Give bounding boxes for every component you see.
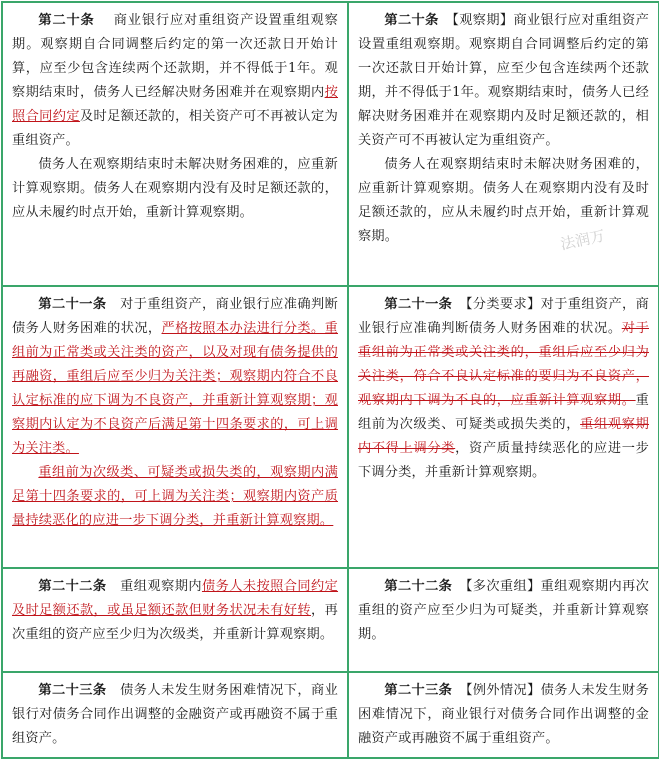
- revised-version-cell: [2, 2, 348, 286]
- article-paragraph: [12, 153, 338, 225]
- article-text: ，资产质量持续恶化的应进一步下调分类，并重新计算观察期。: [358, 441, 649, 480]
- deleted-text: 重组观察期内不得上调分类: [358, 417, 650, 456]
- draft-version-cell: [348, 672, 659, 758]
- revised-version-cell: [2, 286, 348, 568]
- article-paragraph: [12, 575, 338, 647]
- article-text: 【观察期】商业银行应对重组资产设置重组观察期。观察期自合同调整后约定的第一次还款日开始计算，应至少包含连续两个还款期，并不得低于1年。观察期结束时，债务人已经解决财务困难并在观察期内及时足额还款的，相关资产可不再被认定为重组资产。: [358, 13, 649, 148]
- inserted-text: 按照合同约定: [12, 85, 338, 124]
- article-text: 【例外情况】债务人未发生财务困难情况下，商业银行对债务合同作出调整的金融资产或再融资不属于重组资产。: [358, 683, 650, 746]
- article-row: [2, 286, 659, 568]
- article-text: 债务人在观察期结束时未解决财务困难的，应重新计算观察期。债务人在观察期内没有及时足额还款的，应从未履约时点开始，重新计算观察期。: [358, 157, 649, 244]
- watermark: 法润万: [558, 226, 607, 254]
- revised-version-cell: [2, 568, 348, 672]
- article-text: 债务人未发生财务困难情况下，商业银行对债务合同作出调整的金融资产或再融资不属于重组资产。: [12, 683, 339, 746]
- draft-version-cell: [348, 286, 659, 568]
- article-text: 及时足额还款的，相关资产可不再被认定为重组资产。: [12, 109, 338, 148]
- comparison-table: [1, 1, 659, 759]
- article-number: 第二十条: [384, 13, 439, 28]
- article-text: 【分类要求】对于重组资产，商业银行应准确判断债务人财务困难的状况。: [358, 297, 650, 336]
- article-paragraph: [12, 679, 338, 751]
- article-text: 重组观察期内: [106, 579, 202, 594]
- article-number: 第二十一条: [38, 297, 107, 312]
- article-row: [2, 672, 659, 758]
- article-text: 商业银行应对重组资产设置重组观察期。观察期自合同调整后约定的第一次还款日开始计算，应至少包含连续两个还款期，并不得低于1年。观察期结束时，债务人已经解决财务困难并在观察期内: [12, 13, 338, 100]
- inserted-text: 债务人未按照合同约定及时足额还款，或虽足额还款但财务状况未有好转: [12, 579, 339, 618]
- article-paragraph: [12, 9, 338, 153]
- article-text: ，再次重组的资产应至少归为次级类，并重新计算观察期。: [12, 603, 338, 642]
- article-text: 重组前为次级类、可疑类或损失类的，: [358, 393, 649, 432]
- article-paragraph: [12, 461, 338, 533]
- inserted-text: 严格按照本办法进行分类。重组前为正常类或关注类的资产，以及对现有债务提供的再融资，重组后应至少归为关注类；观察期内符合不良认定标准的应下调为不良资产，并重新计算观察期；观察期内认定为不良资产后满足第十四条要求的，可上调为关注类。: [12, 321, 338, 456]
- article-number: 第二十三条: [384, 683, 453, 698]
- article-paragraph: [12, 293, 338, 461]
- article-text: 对于重组资产，商业银行应准确判断债务人财务困难的状况，: [12, 297, 339, 336]
- article-paragraph: [358, 9, 649, 153]
- revised-version-cell: [2, 672, 348, 758]
- article-paragraph: [358, 153, 649, 249]
- draft-version-cell: [348, 2, 659, 286]
- article-number: 第二十二条: [38, 579, 107, 594]
- article-text: 债务人在观察期结束时未解决财务困难的，应重新计算观察期。债务人在观察期内没有及时足额还款的，应从未履约时点开始，重新计算观察期。: [12, 157, 338, 220]
- article-paragraph: [358, 575, 649, 647]
- article-number: 第二十一条: [384, 297, 453, 312]
- article-number: 第二十二条: [384, 579, 453, 594]
- article-number: 第二十三条: [38, 683, 107, 698]
- inserted-text: 重组前为次级类、可疑类或损失类的，观察期内满足第十四条要求的，可上调为关注类；观察期内资产质量持续恶化的应进一步下调分类，并重新计算观察期。: [12, 465, 338, 528]
- article-row: [2, 568, 659, 672]
- article-text: 【多次重组】重组观察期内再次重组的资产应至少归为可疑类，并重新计算观察期。: [358, 579, 650, 642]
- article-number: 第二十条: [38, 13, 95, 28]
- draft-version-cell: [348, 568, 659, 672]
- article-paragraph: [358, 679, 649, 751]
- article-paragraph: [358, 293, 649, 485]
- deleted-text: 对于重组前为正常类或关注类的，重组后应至少归为关注类，符合不良认定标准的要归为不良资产，观察期内下调为不良的，应重新计算观察期。: [358, 321, 649, 408]
- comparison-table-body: [2, 2, 659, 758]
